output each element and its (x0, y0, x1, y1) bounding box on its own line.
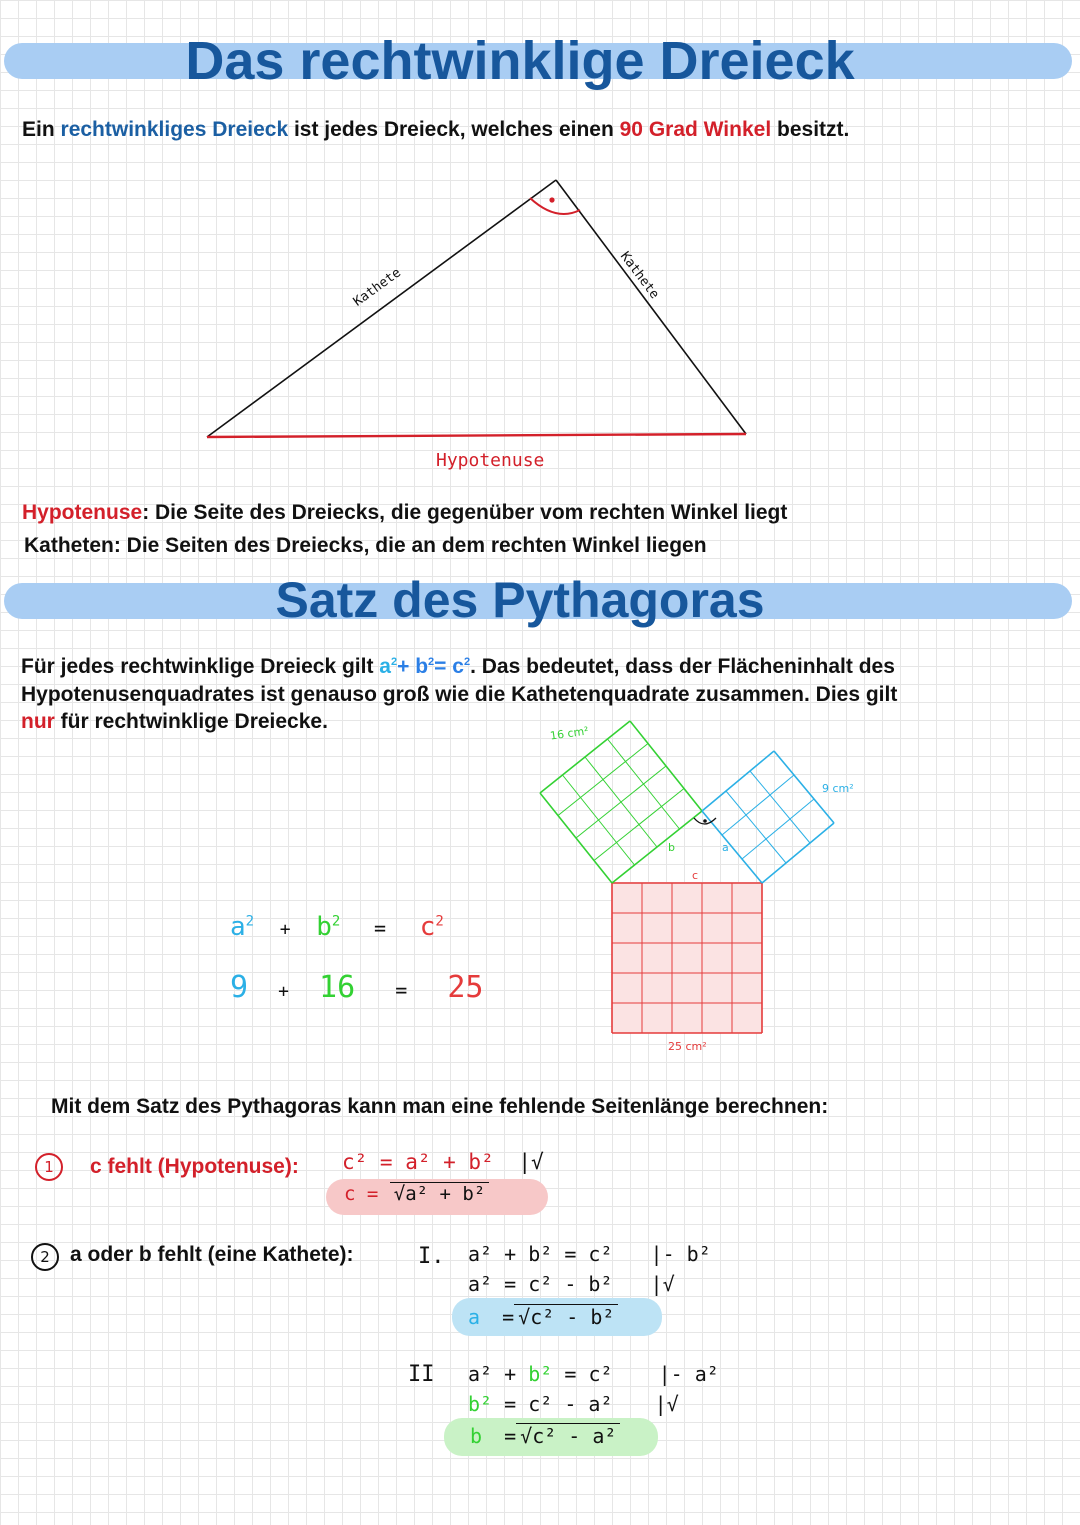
formula-b: b (415, 655, 429, 678)
pythagoras-intro-suffix: . Das bedeutet, dass der Flächeninhalt des (470, 655, 895, 678)
case2-ii-op1: |- a² (658, 1362, 719, 1386)
definition-hyp-text: : Die Seite des Dreiecks, die gegenüber vom rechten Winkel liegt (142, 501, 788, 524)
green-square-gridline (558, 744, 648, 816)
case1-line2: c = √a² + b² (344, 1183, 489, 1205)
blue-square-gridline (742, 799, 814, 859)
blue-square-gridline (750, 771, 810, 843)
blue-square-gridline (762, 823, 834, 883)
case2-i-result-radicand: c² - b² (530, 1305, 615, 1329)
case2-roman-2: II (408, 1362, 435, 1387)
red-square (612, 883, 762, 1033)
case1-result-radicand: a² + b² (405, 1183, 486, 1205)
blue-square (702, 751, 834, 883)
case2-i-eq1: a² + b² = c² (468, 1242, 613, 1266)
case2-i-line2 (468, 1272, 675, 1296)
figure-right-angle-dot (703, 819, 707, 823)
case2-ii-result-lhs: b (470, 1424, 483, 1448)
label-16cm2: 16 cm² (549, 724, 590, 743)
eq-b-exp: 2 (331, 913, 341, 930)
green-square-gridline (576, 766, 666, 838)
label-kathete-right: Kathete (616, 249, 662, 302)
case2-ii-b: b² (528, 1362, 553, 1386)
green-square-gridline (630, 721, 702, 811)
case2-ii-result-radicand: c² - a² (532, 1424, 617, 1448)
case1-result-lhs: c = (344, 1183, 379, 1205)
case1-op: |√ (518, 1150, 544, 1174)
intro-angle: 90 Grad Winkel (619, 118, 772, 141)
case2-ii-line2 (468, 1392, 679, 1416)
eq-a-exp: 2 (245, 913, 255, 930)
page-title: Das rechtwinklige Dreieck (185, 31, 855, 91)
case2-i-op2: |√ (650, 1272, 675, 1296)
intro-middle: ist jedes Dreieck, welches einen (288, 118, 620, 141)
blue-square-gridline (726, 791, 786, 863)
eq-c-exp: 2 (435, 913, 444, 930)
case1-line1 (342, 1150, 544, 1174)
definition-katheten: Katheten: Die Seiten des Dreiecks, die an dem rechten Winkel liegen (24, 534, 707, 557)
side-label-a: a (722, 841, 729, 854)
section-title-pythagoras: Satz des Pythagoras (275, 572, 765, 628)
case2-ii-line1 (468, 1362, 719, 1386)
num-c: 25 (447, 970, 484, 1005)
red-square-fill (612, 883, 762, 1033)
intro-line3-rest: für rechtwinklige Dreiecke. (54, 710, 328, 733)
label-9cm2: 9 cm² (822, 782, 854, 795)
label-hypotenuse: Hypotenuse (436, 450, 545, 471)
label-kathete-left: Kathete (350, 265, 404, 310)
eq-c: c (419, 912, 436, 942)
case2-i-line1 (468, 1242, 711, 1266)
case2-i-op1: |- b² (650, 1242, 711, 1266)
label-25cm2: 25 cm² (668, 1040, 707, 1053)
intro-prefix: Ein (22, 118, 61, 141)
green-square (540, 721, 702, 883)
case2-ii-rest1: = c² (564, 1362, 613, 1386)
eq-equals: = (374, 916, 387, 940)
num-plus: + (278, 981, 289, 1002)
case2-ii-rest2: = c² - a² (504, 1392, 613, 1416)
intro-nur: nur (21, 710, 55, 733)
pythagoras-intro-prefix: Für jedes rechtwinklige Dreieck gilt (21, 655, 380, 678)
formula-c: c (452, 655, 464, 678)
calc-intro: Mit dem Satz des Pythagoras kann man eine fehlende Seitenlänge berechnen: (51, 1095, 829, 1118)
case2-ii-a: a² + (468, 1362, 517, 1386)
eq-a: a (230, 912, 246, 942)
side-label-b: b (668, 841, 675, 854)
case2-i-result-eq: = (502, 1305, 515, 1329)
green-square-gridline (608, 739, 680, 829)
blue-square-gridline (722, 775, 794, 835)
case2-label: a oder b fehlt (eine Kathete): (70, 1243, 354, 1266)
case2-i-line3: a = √c² - b² (468, 1305, 618, 1329)
case1-number: 1 (35, 1153, 63, 1181)
case2-ii-op2: |√ (654, 1392, 679, 1416)
case1-label: c fehlt (Hypotenuse): (90, 1155, 299, 1178)
case2-i-eq2: a² = c² - b² (468, 1272, 613, 1296)
side-label-c: c (692, 869, 699, 882)
case2-roman-1: I. (418, 1244, 445, 1269)
num-b: 16 (319, 970, 356, 1005)
num-equals: = (395, 978, 408, 1002)
definition-hyp-term: Hypotenuse (22, 501, 143, 524)
case2-ii-line3: b = √c² - a² (470, 1424, 620, 1448)
eq-plus: + (279, 919, 291, 940)
pythagoras-intro-line2: Hypotenusenquadrates ist genauso groß wie die Kathetenquadrate zusammen. Dies gilt (21, 683, 898, 706)
formula-a-exp: 2 (390, 656, 398, 668)
case2-ii-result-eq: = (504, 1424, 517, 1448)
formula-plus: + (397, 655, 410, 678)
case2-i-result-lhs: a (468, 1305, 481, 1329)
formula-eq: = (434, 655, 447, 678)
intro-term: rechtwinkliges Dreieck (60, 118, 289, 141)
intro-suffix: besitzt. (771, 118, 850, 141)
num-a: 9 (230, 970, 249, 1005)
case2-number: 2 (31, 1243, 59, 1271)
case2-ii-b2: b² (468, 1392, 493, 1416)
formula-c-exp: 2 (463, 656, 471, 668)
formula-a: a (379, 655, 391, 678)
eq-b: b (316, 912, 332, 942)
formula-b-exp: 2 (428, 656, 435, 668)
case1-equation: c² = a² + b² (342, 1150, 494, 1174)
blue-square-gridline (702, 751, 774, 811)
